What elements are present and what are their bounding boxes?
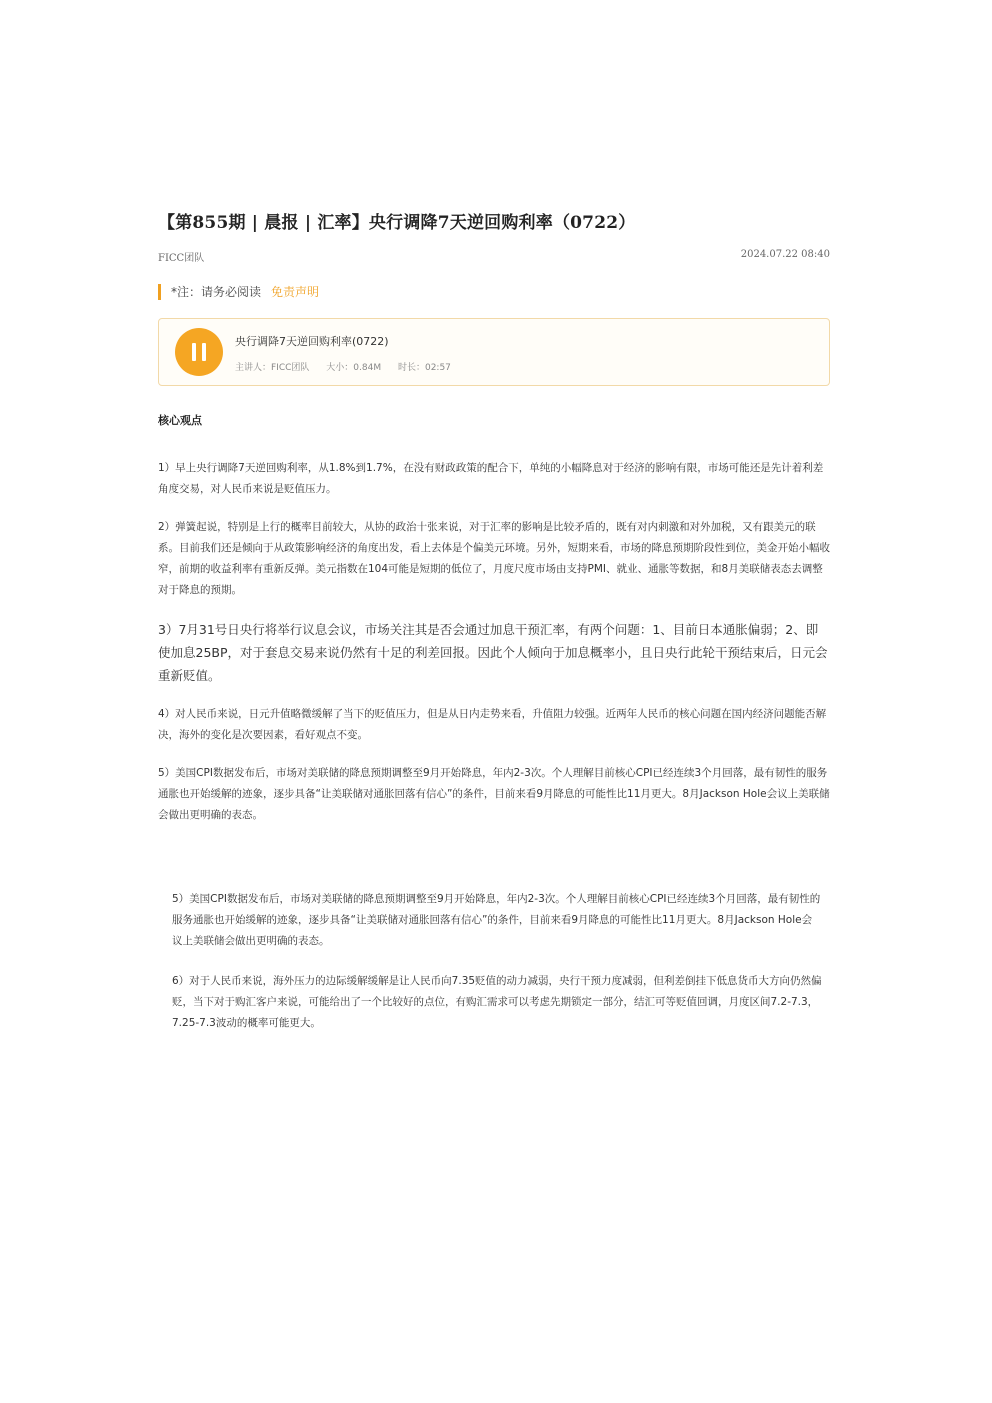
audio-player bbox=[158, 318, 830, 386]
article-continued bbox=[172, 889, 822, 1034]
audio-size: 大小：0.84M bbox=[326, 363, 382, 373]
pause-icon bbox=[192, 343, 196, 361]
article-title: 【第855期 | 晨报 | 汇率】央行调降7天逆回购利率（0722） bbox=[158, 213, 636, 233]
disclaimer-link[interactable]: 免责声明 bbox=[271, 285, 320, 299]
pause-button[interactable] bbox=[175, 328, 223, 376]
audio-info bbox=[235, 360, 465, 373]
paragraph-6: 6）对于人民币来说，海外压力的边际缓解缓解是让人民币向7.35贬值的动力减弱，央行干预力度减弱，但利差倒挂下低息货币大方向仍然偏贬，当下对于购汇客户来说，可能给出了一个比较好的点位，有购汇需求可以考虑先期锁定一部分，结汇可等贬值回调，月度区间7.2-7.3，7.25-7.3波动的概率可能更大。 bbox=[172, 975, 822, 1029]
paragraph-4: 4）对人民币来说，日元升值略微缓解了当下的贬值压力，但是从日内走势来看，升值阻力较强。近两年人民币的核心问题在国内经济问题能否解决，海外的变化是次要因素，看好观点不变。 bbox=[158, 708, 827, 741]
audio-speaker: 主讲人：FICC团队 bbox=[235, 363, 310, 373]
section-title: 核心观点 bbox=[158, 414, 202, 427]
audio-duration: 时长：02:57 bbox=[397, 363, 451, 373]
article bbox=[158, 208, 830, 826]
author[interactable]: FICC团队 bbox=[158, 253, 205, 264]
audio-title: 央行调降7天逆回购利率(0722) bbox=[235, 335, 389, 348]
paragraph-3: 3）7月31号日央行将举行议息会议，市场关注其是否会通过加息干预汇率，有两个问题：1、目前日本通胀偏弱；2、即使加息25BP，对于套息交易来说仍然有十足的利差回报。因此个人倾向于加息概率小，且日央行此轮干预结束后，日元会重新贬值。 bbox=[158, 622, 828, 683]
paragraph-2: 2）弹簧起说，特别是上行的概率目前较大，从协的政治十张来说，对于汇率的影响是比较矛盾的，既有对内刺激和对外加税，又有跟美元的联系。目前我们还是倾向于从政策影响经济的角度出发，看上去体是个偏美元环境。另外，短期来看，市场的降息预期阶段性到位，美金开始小幅收窄，前期的收益利率有重新反弹。美元指数在104可能是短期的低位了，月度尺度市场由支持PMI、就业、通胀等数据，和8月美联储表态去调整对于降息的预期。 bbox=[158, 521, 830, 596]
disclaimer-notice bbox=[158, 284, 830, 300]
paragraph-5: 5）美国CPI数据发布后，市场对美联储的降息预期调整至9月开始降息，年内2-3次。个人理解目前核心CPI已经连续3个月回落，最有韧性的服务通胀也开始缓解的迹象，逐步具备“让美联储对通胀回落有信心”的条件，目前来看9月降息的可能性比11月更大。8月Jackson Hole会议上美联储会做出更明确的表态。 bbox=[158, 767, 830, 821]
pause-icon bbox=[202, 343, 206, 361]
paragraph-5-repeat: 5）美国CPI数据发布后，市场对美联储的降息预期调整至9月开始降息，年内2-3次。个人理解目前核心CPI已经连续3个月回落，最有韧性的服务通胀也开始缓解的迹象，逐步具备“让美联储对通胀回落有信心”的条件，目前来看9月降息的可能性比11月更大。8月Jackson Hole会议上美联储会做出更明确的表态。 bbox=[172, 893, 821, 947]
notice-text: *注：请务必阅读 bbox=[171, 285, 262, 299]
publish-date: 2024.07.22 08:40 bbox=[740, 249, 830, 260]
paragraph-1: 1）早上央行调降7天逆回购利率，从1.8%到1.7%，在没有财政政策的配合下，单纯的小幅降息对于经济的影响有限，市场可能还是先计着利差角度交易，对人民币来说是贬值压力。 bbox=[158, 462, 824, 495]
article-meta bbox=[158, 249, 830, 264]
